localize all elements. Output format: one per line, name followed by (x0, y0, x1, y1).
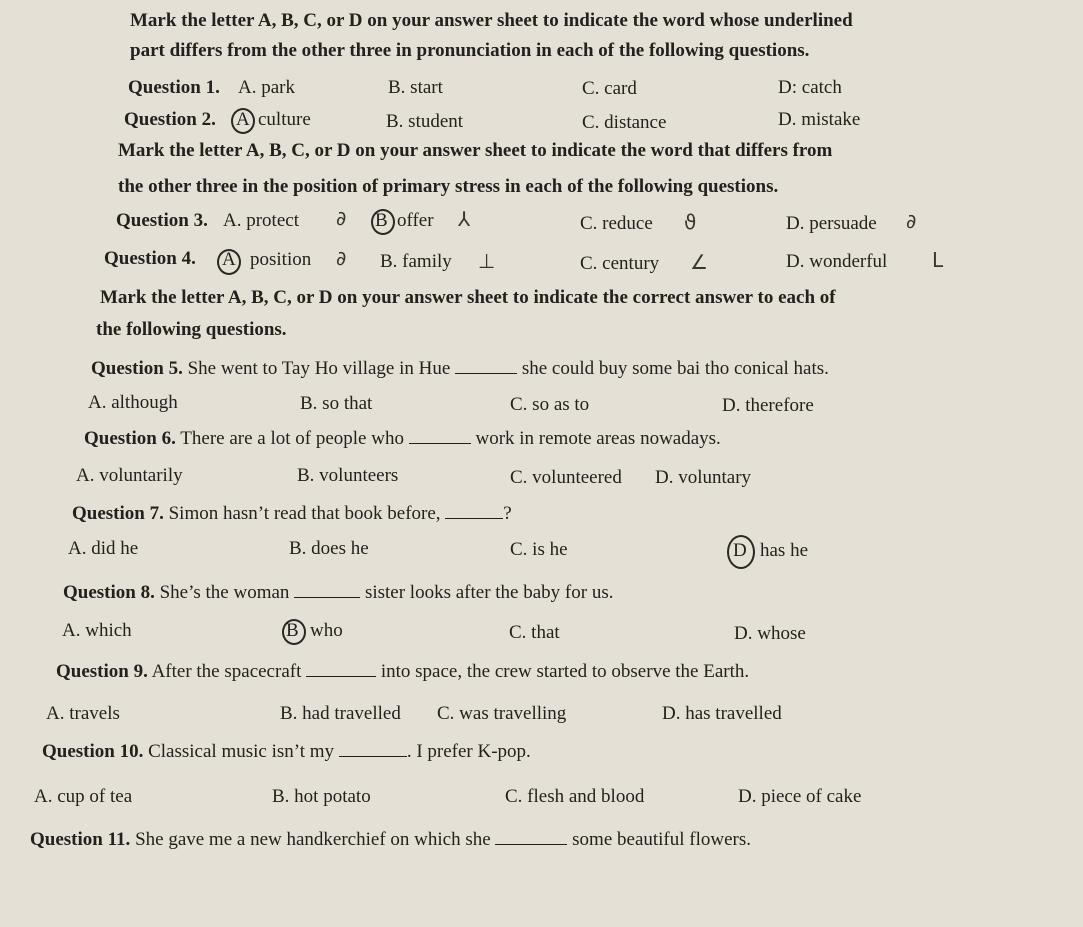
q2-option-d: D. mistake (778, 109, 861, 130)
q7-option-a: A. did he (68, 538, 139, 559)
q9-option-c: C. was travelling (437, 703, 567, 724)
q8-stem: Question 8. She’s the woman sister looks after the baby for us. (63, 582, 614, 603)
instruction-correct-line2: the following questions. (96, 319, 287, 340)
q10-option-b: B. hot potato (272, 786, 371, 807)
q4-option-a-word: position (250, 249, 312, 270)
q3-option-b-letter: B (375, 210, 388, 231)
q8-option-c: C. that (509, 622, 560, 643)
instruction-pronunciation-line1: Mark the letter A, B, C, or D on your answer sheet to indicate the word whose underlined (130, 10, 853, 31)
q5-option-c: C. so as to (510, 394, 590, 415)
q10-option-a: A. cup of tea (34, 786, 133, 807)
q9-option-b: B. had travelled (280, 703, 401, 724)
q1-label: Question 1. (128, 77, 220, 98)
q7-option-b: B. does he (289, 538, 369, 559)
q9-option-d: D. has travelled (662, 703, 782, 724)
q2-label: Question 2. (124, 109, 216, 130)
q8-option-a: A. which (62, 620, 132, 641)
q6-option-c: C. volunteered (510, 467, 622, 488)
q8-option-d: D. whose (734, 623, 806, 644)
q11-stem: Question 11. She gave me a new handkerchief on which she some beautiful flowers. (30, 829, 752, 850)
handwritten-stress-mark: ϑ (684, 210, 697, 234)
q4-option-d: D. wonderful (786, 251, 888, 272)
q5-option-a: A. although (88, 392, 178, 413)
handwritten-stress-mark: ∂ (336, 206, 347, 230)
q10-option-d: D. piece of cake (738, 786, 862, 807)
instruction-stress-line1: Mark the letter A, B, C, or D on your answer sheet to indicate the word that differs from (118, 140, 833, 161)
handwritten-stress-mark: ⅄ (458, 207, 471, 231)
q9-stem: Question 9. After the spacecraft into space, the crew started to observe the Earth. (56, 661, 750, 682)
handwritten-stress-mark: ∂ (336, 246, 347, 270)
q2-option-a-letter: A (236, 109, 250, 130)
q2-option-c: C. distance (582, 112, 667, 133)
instruction-stress-line2: the other three in the position of primary stress in each of the following questions. (118, 176, 779, 197)
handwritten-stress-mark: ∂ (906, 209, 917, 233)
q9-option-a: A. travels (46, 703, 120, 724)
handwritten-stress-mark: ∠ (690, 250, 708, 274)
q8-option-b-word: who (310, 620, 343, 641)
q1-option-a: A. park (238, 77, 295, 98)
q2-option-a-word: culture (258, 109, 311, 130)
q4-option-a-letter: A (222, 249, 236, 270)
q6-option-d: D. voluntary (655, 467, 752, 488)
q3-option-c: C. reduce (580, 213, 653, 234)
handwritten-stress-mark: L (932, 248, 944, 272)
q4-option-b: B. family (380, 251, 452, 272)
q5-stem: Question 5. She went to Tay Ho village in Hue she could buy some bai tho conical hats. (91, 358, 829, 379)
handwritten-stress-mark: ⊥ (478, 249, 496, 273)
q3-option-d: D. persuade (786, 213, 877, 234)
q1-option-c: C. card (582, 78, 637, 99)
q7-option-c: C. is he (510, 539, 568, 560)
q7-stem: Question 7. Simon hasn’t read that book before, ? (72, 503, 512, 524)
q8-option-b-letter: B (286, 620, 299, 641)
q10-stem: Question 10. Classical music isn’t my . I prefer K-pop. (42, 741, 531, 762)
q5-option-d: D. therefore (722, 395, 814, 416)
q3-option-a: A. protect (223, 210, 299, 231)
q10-option-c: C. flesh and blood (505, 786, 645, 807)
q3-label: Question 3. (116, 210, 208, 231)
q6-stem: Question 6. There are a lot of people who work in remote areas nowadays. (84, 428, 721, 449)
q2-option-b: B. student (386, 111, 464, 132)
instruction-pronunciation-line2: part differs from the other three in pronunciation in each of the following questions. (130, 40, 810, 61)
q4-option-c: C. century (580, 253, 660, 274)
q6-option-a: A. voluntarily (76, 465, 183, 486)
instruction-correct-line1: Mark the letter A, B, C, or D on your answer sheet to indicate the correct answer to each of (100, 287, 836, 308)
q5-option-b: B. so that (300, 393, 373, 414)
q1-option-b: B. start (388, 77, 443, 98)
q4-label: Question 4. (104, 248, 196, 269)
q6-option-b: B. volunteers (297, 465, 399, 486)
q1-option-d: D: catch (778, 77, 842, 98)
q7-option-d-letter: D (733, 540, 747, 561)
q3-option-b-word: offer (397, 210, 434, 231)
q7-option-d-word: has he (760, 540, 809, 561)
